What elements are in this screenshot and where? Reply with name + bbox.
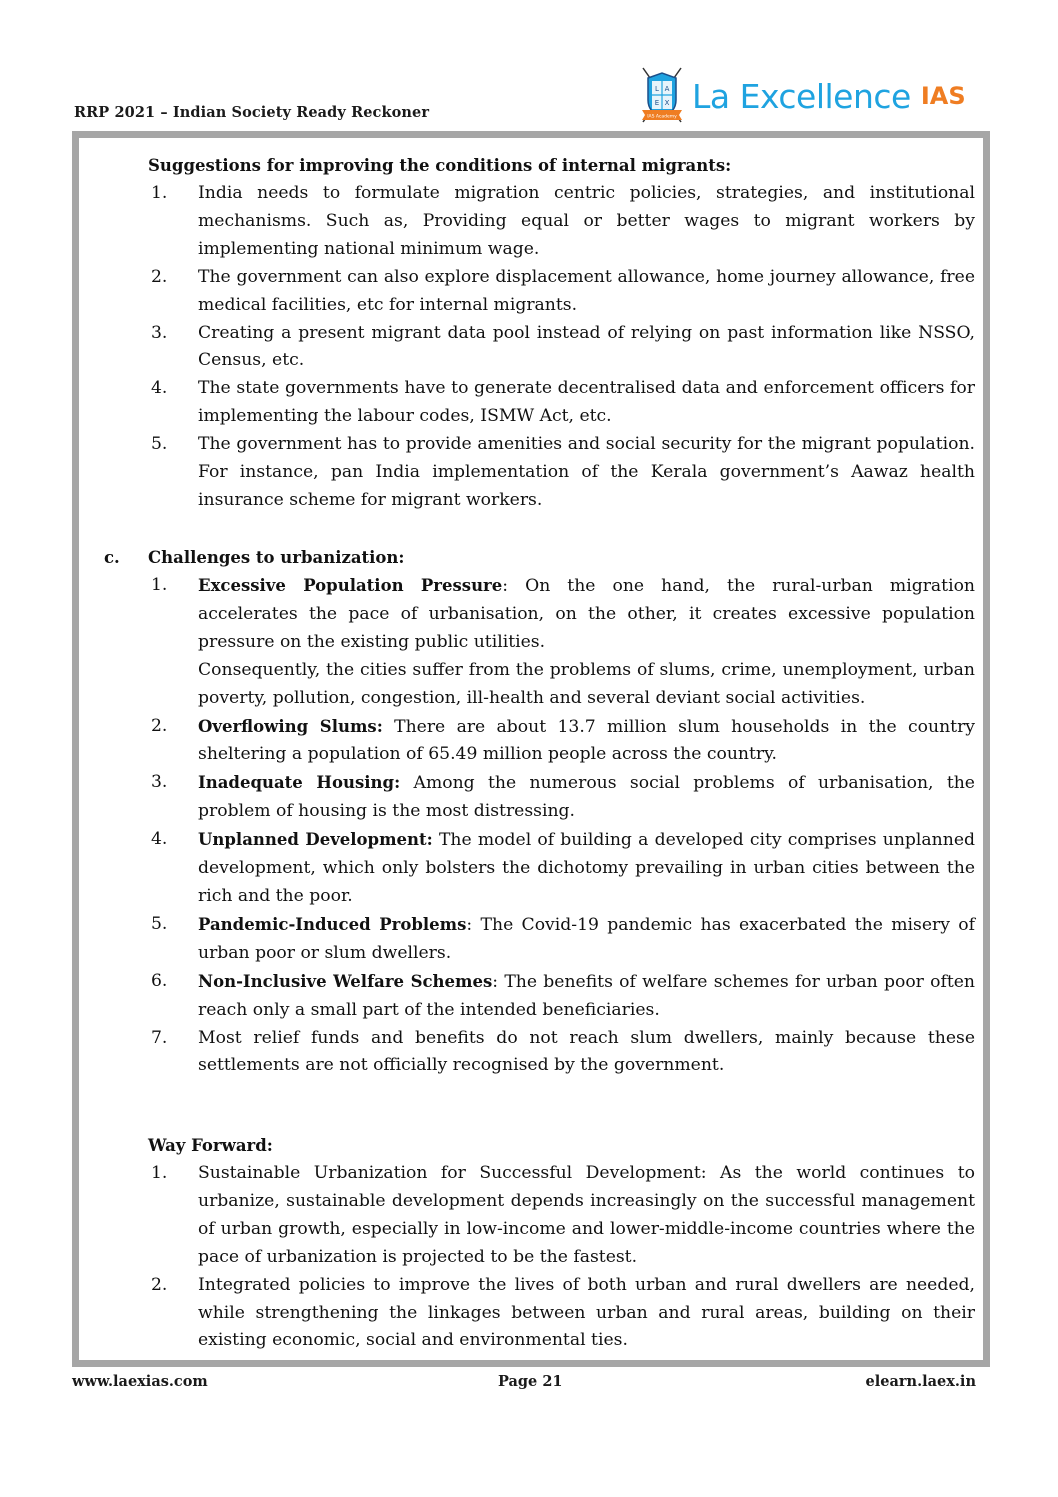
list-text: The Covid-19 pandemic has exacerbated the misery of urban poor or slum dwellers.: [198, 914, 975, 963]
list-text: Most relief funds and benefits do not reach slum dwellers, mainly because these settlements are not officially recognised by the government.: [198, 1027, 975, 1076]
svg-text:IAS Academy: IAS Academy: [647, 114, 677, 120]
svg-text:L: L: [655, 85, 659, 93]
challenges-heading-row: [79, 544, 983, 572]
content-frame: [72, 131, 990, 1367]
list-item: [79, 826, 983, 911]
list-text: Sustainable Urbanization for Successful Development: As the world continues to urbanize, sustainable development depends increasingly on the successful management of urban growth, especially in low-income and lower-middle-income countries where the pace of urbanization is projected to be the fastest.: [198, 1163, 975, 1267]
list-item: [79, 1160, 983, 1272]
suggestions-heading: Suggestions for improving the conditions of internal migrants:: [148, 156, 732, 175]
suggestions-section: [79, 152, 983, 180]
list-item: [79, 264, 983, 320]
list-item-continuation: [79, 657, 983, 713]
list-number: 7.: [151, 1027, 168, 1048]
list-term: Pandemic-Induced Problems: [198, 914, 467, 934]
list-number: 5.: [151, 913, 168, 934]
list-number: 2.: [151, 1274, 168, 1295]
footer-elearn-link[interactable]: elearn.laex.in: [865, 1373, 976, 1390]
svg-text:X: X: [664, 99, 670, 107]
brand-name: La Excellence: [692, 76, 911, 116]
list-text: Consequently, the cities suffer from the problems of slums, crime, unemployment, urban poverty, pollution, congestion, ill-health and several deviant social activities.: [198, 659, 975, 708]
list-item: [79, 320, 983, 376]
list-text: Creating a present migrant data pool instead of relying on past information like NSSO, Census, etc.: [198, 322, 975, 371]
list-item: [79, 431, 983, 515]
list-number: 1.: [151, 1163, 168, 1183]
list-text: There are about 13.7 million slum households in the country sheltering a population of 65.49 million people across the country.: [198, 716, 975, 765]
svg-text:A: A: [664, 85, 670, 93]
brand-suffix: IAS: [920, 82, 966, 110]
way-forward-list: [79, 1160, 983, 1355]
way-forward-section: [79, 1132, 983, 1160]
list-text: The government can also explore displacement allowance, home journey allowance, free medical facilities, etc for internal migrants.: [198, 266, 975, 315]
list-text: The model of building a developed city comprises unplanned development, which only bolsters the dichotomy prevailing in urban cities between the rich and the poor.: [198, 830, 975, 906]
list-text: The government has to provide amenities and social security for the migrant population. For instance, pan India implementation of the Kerala government’s Aawaz health insurance scheme for migrant workers.: [198, 434, 975, 510]
svg-text:E: E: [654, 99, 660, 107]
list-term: Non-Inclusive Welfare Schemes: [198, 971, 493, 991]
list-number: 2.: [151, 715, 168, 736]
list-number: 1.: [151, 575, 168, 595]
list-text: Among the numerous social problems of urbanisation, the problem of housing is the most distressing.: [198, 773, 975, 822]
list-item: [79, 769, 983, 826]
list-term: Excessive Population Pressure: [198, 576, 503, 595]
list-number: 1.: [151, 183, 168, 203]
challenges-heading: Challenges to urbanization:: [148, 548, 405, 567]
shield-badge-icon: [640, 66, 684, 126]
list-item: 5. Pandemic-Induced Problems: The Covid-19 pandemic has exacerbated the misery of urban poor or slum dwellers.: [79, 911, 983, 968]
page-number: Page 21: [498, 1373, 563, 1390]
way-forward-heading: Way Forward:: [148, 1136, 273, 1155]
list-text: The benefits of welfare schemes for urban poor often reach only a small part of the intended beneficiaries.: [198, 971, 975, 1020]
list-term: Unplanned Development:: [198, 830, 433, 850]
list-text: The state governments have to generate decentralised data and enforcement officers for implementing the labour codes, ISMW Act, etc.: [198, 378, 975, 427]
section-letter: c.: [104, 548, 120, 567]
list-number: 4.: [151, 378, 168, 399]
list-text: India needs to formulate migration centric policies, strategies, and institutional mechanisms. Such as, Providing equal or better wages to migrant workers by implementing national minimum wage.: [198, 183, 975, 259]
suggestions-list: [79, 180, 983, 515]
list-term: Overflowing Slums:: [198, 716, 383, 736]
list-item: [79, 1025, 983, 1081]
list-number: 3.: [151, 772, 168, 793]
list-number: 3.: [151, 322, 168, 343]
brand-logo: [640, 64, 966, 128]
list-item: [79, 180, 983, 264]
list-item: [79, 1272, 983, 1356]
list-number: 5.: [151, 434, 168, 455]
document-header-title: RRP 2021 – Indian Society Ready Reckoner: [74, 104, 430, 121]
list-number: 2.: [151, 266, 168, 287]
list-item: [79, 713, 983, 770]
list-number: 4.: [151, 829, 168, 850]
footer-website-link[interactable]: www.laexias.com: [72, 1373, 208, 1390]
list-item: 6. Non-Inclusive Welfare Schemes: The benefits of welfare schemes for urban poor often reach only a small part of the intended beneficiaries.: [79, 968, 983, 1025]
list-text: Integrated policies to improve the lives of both urban and rural dwellers are needed, while strengthening the linkages between urban and rural areas, building on their existing economic, social and environmental ties.: [198, 1274, 975, 1351]
challenges-list: [79, 572, 983, 1080]
list-number: 6.: [151, 970, 168, 991]
list-item: [79, 375, 983, 431]
list-term: Inadequate Housing:: [198, 773, 401, 793]
list-text: On the one hand, the rural-urban migration accelerates the pace of urbanisation, on the other, it creates excessive population pressure on the existing public utilities.: [198, 576, 975, 652]
list-item: 1. Excessive Population Pressure: On the one hand, the rural-urban migration accelerates the pace of urbanisation, on the other, it creates excessive population pressure on the existing public utilities.: [79, 572, 983, 657]
